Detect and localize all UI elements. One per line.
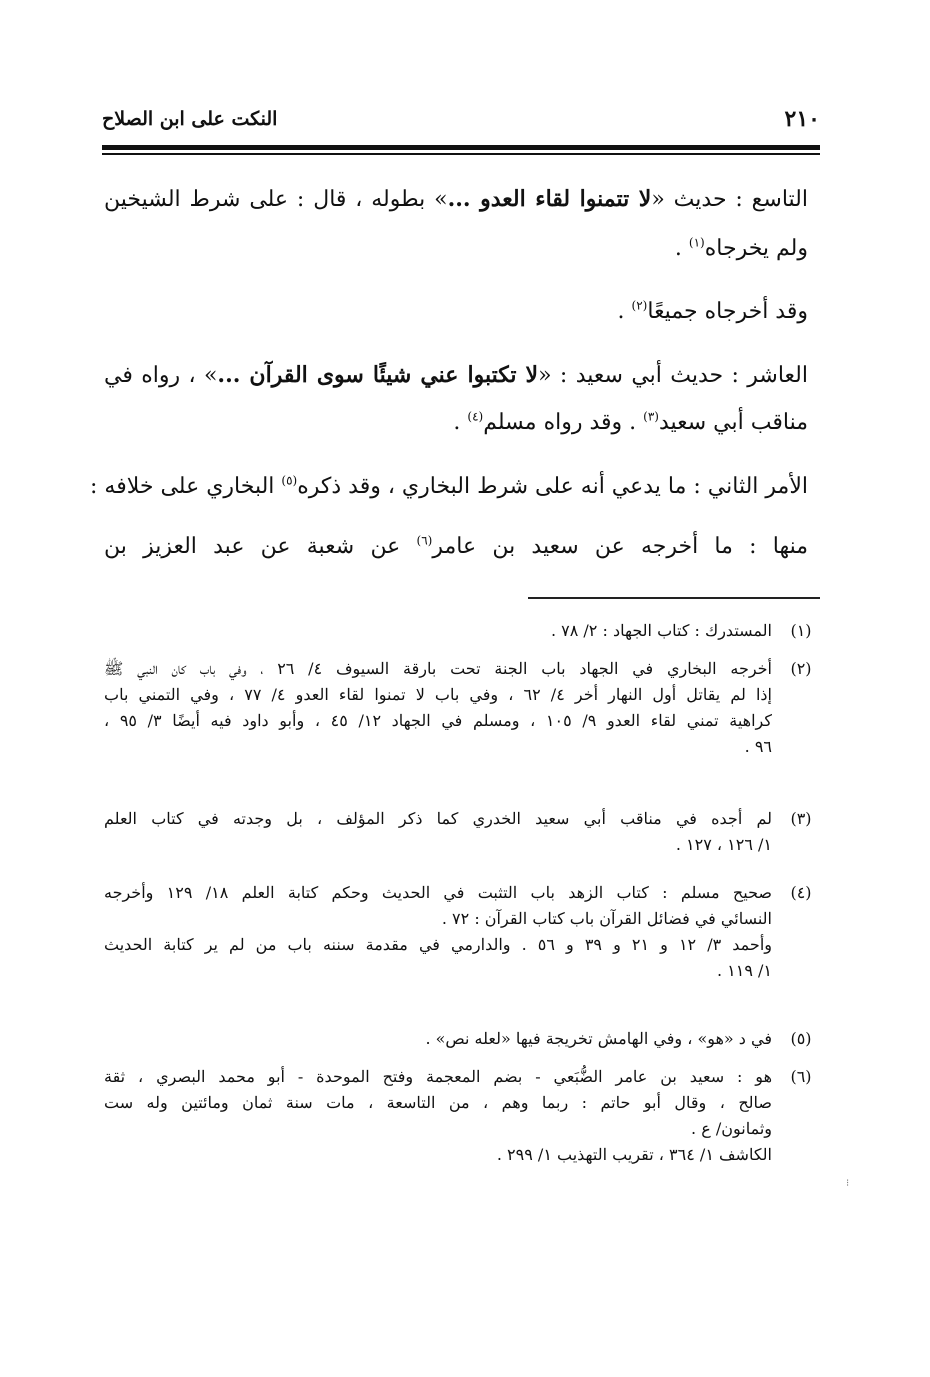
scan-speck: ⁝ xyxy=(846,1178,850,1189)
footnote-line: كراهية تمني لقاء العدو ٩/ ١٠٥ ، ومسلم في الجهاد ١٢/ ٤٥ ، وأبو داود فيه أيضًا ٣/ ٩٥ ، xyxy=(104,711,772,730)
footnote-ref-1: (١) xyxy=(688,235,705,250)
header-rule-thin xyxy=(102,153,820,155)
paragraph-tenth-line-2: مناقب أبي سعيد$^{(٣)}$ . وقد رواه مسلم$^{(٤)}$ . xyxy=(453,409,808,435)
hadith-quote-tenth: لا تكتبوا عني شيئًا سوى القرآن ... xyxy=(217,362,539,388)
footnote-ref-5: (٥) xyxy=(281,473,298,488)
footnote-line: لم أجده في مناقب أبي سعيد الخدري كما ذكر المؤلف ، بل وجدته في كتاب العلم xyxy=(104,809,772,828)
page-number: ٢١٠ xyxy=(784,106,820,132)
footnote-line: صحيح مسلم : كتاب الزهد باب التثبت في الحديث وحكم كتابة العلم ١٨/ ١٢٩ وأخرجه xyxy=(104,883,772,902)
footnote-number: (١) xyxy=(790,621,812,640)
footnote-line: إذا لم يقاتل أول النهار أخر ٤/ ٦٢ ، وفي باب لا تمنوا لقاء العدو ٤/ ٧٧ ، وفي التمني باب xyxy=(104,685,773,704)
paragraph-second-matter: الأمر الثاني : ما يدعي أنه على شرط البخاري ، وقد ذكره$^{(٥)}$ البخاري على خلافه : xyxy=(90,473,808,499)
page-header xyxy=(102,106,820,142)
footnote-ref-3: (٣) xyxy=(643,409,659,424)
footnote-number: (٦) xyxy=(790,1067,812,1086)
hadith-quote-ninth: لا تتمنوا لقاء العدو ... xyxy=(447,186,652,212)
footnote-line: أخرجه البخاري في الجهاد باب الجنة تحت بارقة السيوف ٤/ ٢٦ ، وفي باب كان النبي ﷺ xyxy=(104,659,772,678)
footnote-ref-6: (٦) xyxy=(416,533,433,548)
paragraph-ninth-line-2: ولم يخرجاه$^{(١)}$ . xyxy=(674,235,808,261)
header-rule-thick xyxy=(102,145,820,150)
paragraph-ninth-line-1: التاسع : حديث «لا تتمنوا لقاء العدو ...» بطوله ، قال : على شرط الشيخين xyxy=(104,186,808,212)
footnote-line: ٩٦ . xyxy=(744,737,772,756)
running-title: النكت على ابن الصلاح xyxy=(102,108,278,130)
footnote-line: صالح ، وقال أبو حاتم : ربما وهم ، من التاسعة ، مات سنة ثمان ومائتين وله ست xyxy=(104,1093,772,1112)
footnote-line: ١/ ١٢٦ ، ١٢٧ . xyxy=(675,835,772,854)
footnote-line: وثمانون/ ع . xyxy=(691,1119,772,1138)
footnote-line: هو : سعيد بن عامر الضُّبَعي - بضم المعجمة وفتح الموحدة - أبو محمد البصري ، ثقة xyxy=(104,1067,772,1086)
footnote-ref-2: (٢) xyxy=(631,298,648,313)
footnote-line: ١/ ١١٩ . xyxy=(716,961,772,980)
footnote-line: النسائي في فضائل القرآن باب كتاب القرآن : ٧٢ . xyxy=(441,909,772,928)
footnote-line: المستدرك : كتاب الجهاد : ٢/ ٧٨ . xyxy=(550,621,772,640)
footnote-number: (٤) xyxy=(790,883,812,902)
footnote-number: (٥) xyxy=(790,1029,812,1048)
paragraph-both-narrated: وقد أخرجاه جميعًا$^{(٢)}$ . xyxy=(617,298,808,324)
footnote-line: وأحمد ٣/ ١٢ و ٢١ و ٣٩ و ٥٦ . والدارمي في مقدمة سننه باب من لم ير كتابة الحديث xyxy=(104,935,772,954)
paragraph-tenth-line-1: العاشر : حديث أبي سعيد : «لا تكتبوا عني شيئًا سوى القرآن ...» ، رواه في xyxy=(104,362,808,388)
footnote-ref-4: (٤) xyxy=(467,409,484,424)
footnote-number: (٢) xyxy=(790,659,812,678)
footnote-separator xyxy=(528,597,820,599)
footnote-line: في د «هو» ، وفي الهامش تخريجة فيها «لعله نص» . xyxy=(425,1029,772,1048)
footnote-number: (٣) xyxy=(790,809,812,828)
footnote-line: الكاشف ١/ ٣٦٤ ، تقريب التهذيب ١/ ٢٩٩ . xyxy=(496,1145,772,1164)
paragraph-among-them: منها : ما أخرجه عن سعيد بن عامر$^{(٦)}$ عن شعبة عن عبد العزيز بن xyxy=(104,533,809,559)
